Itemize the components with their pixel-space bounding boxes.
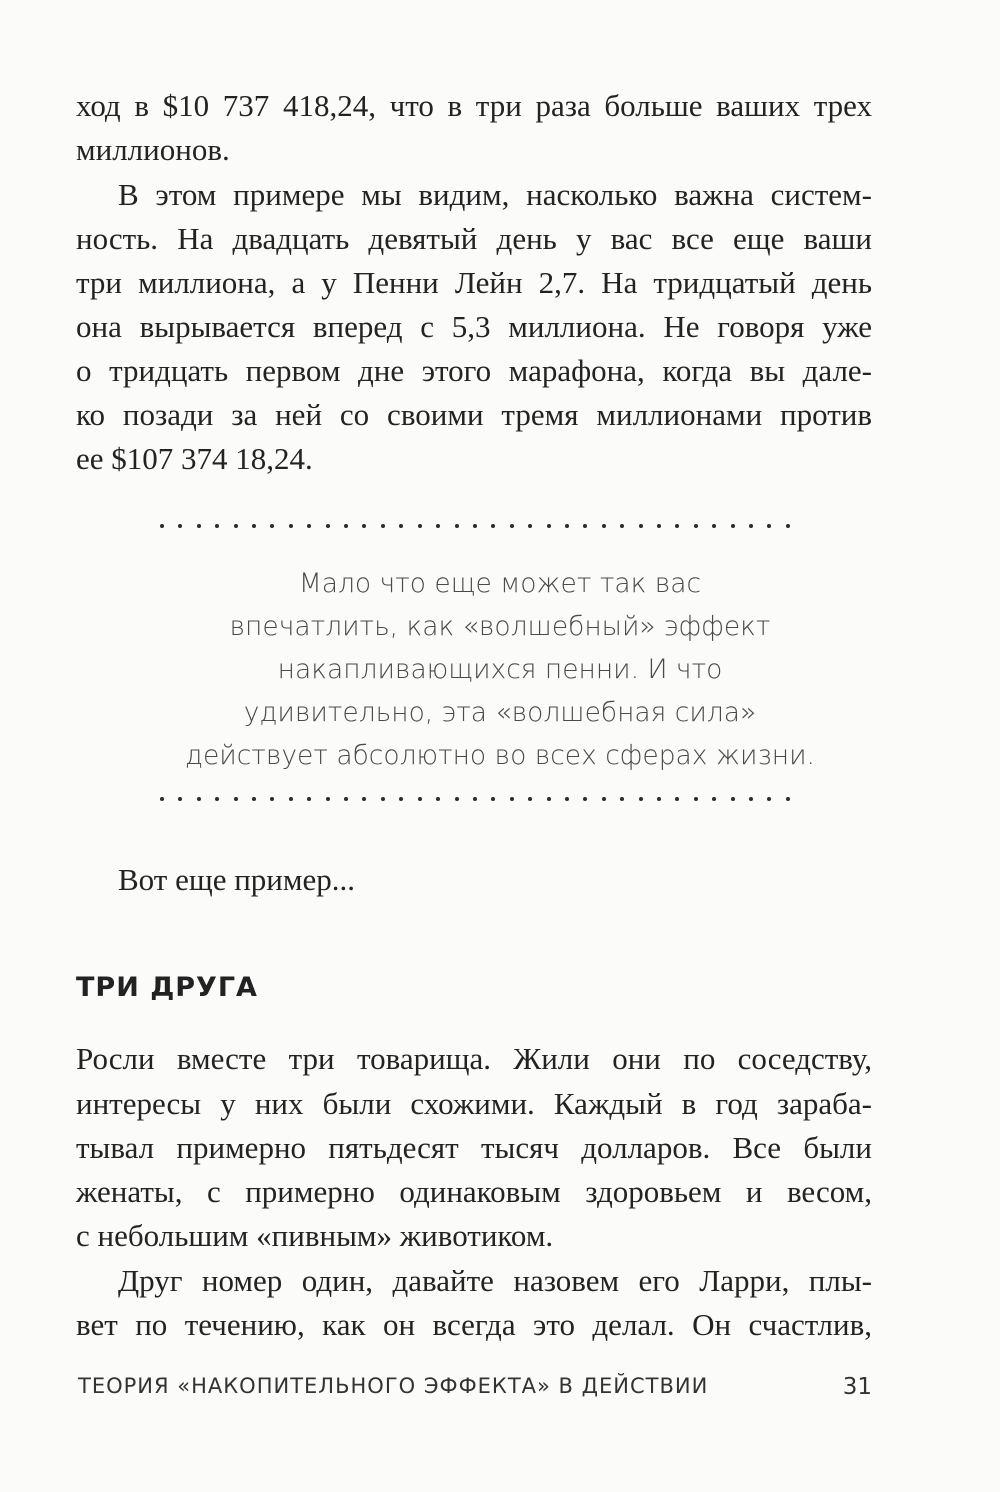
callout-line: действует абсолютно во всех сферах жизни. [185, 740, 815, 771]
body-line: В этом примере мы видим, насколько важна систем- [118, 177, 872, 212]
body-line: интересы у них были схожими. Каждый в год зараба- [76, 1086, 872, 1121]
body-line: женаты, с примерно одинаковым здоровьем и весом, [76, 1174, 872, 1209]
callout-line: Мало что еще может так вас [298, 568, 702, 599]
body-line: ность. На двадцать девятый день у вас все еще ваши [76, 221, 872, 256]
body-line: Друг номер один, давайте назовем его Ларри, плы- [118, 1263, 872, 1298]
body-line: ее $107 374 18,24. [76, 441, 313, 476]
body-line: Вот еще пример... [118, 862, 356, 897]
page-number: 31 [842, 1374, 872, 1400]
dotted-divider [160, 794, 790, 804]
body-line: тывал примерно пятьдесят тысяч долларов. Все были [76, 1130, 872, 1165]
dotted-divider [160, 521, 790, 531]
body-line: три миллиона, а у Пенни Лейн 2,7. На тридцатый день [76, 265, 872, 300]
callout-line: накапливающихся пенни. И что [277, 654, 723, 685]
body-line: миллионов. [76, 132, 230, 167]
body-line: вет по течению, как он всегда это делал. Он счастлив, [76, 1307, 872, 1342]
body-line: Росли вместе три товарища. Жили они по соседству, [76, 1041, 872, 1076]
body-line: о тридцать первом дне этого марафона, когда вы дале- [76, 353, 872, 388]
callout-line: удивительно, эта «волшебная сила» [243, 697, 757, 728]
section-heading: ТРИ ДРУГА [76, 972, 258, 1003]
body-line: ход в $10 737 418,24, что в три раза больше ваших трех [76, 88, 872, 123]
body-line: с небольшим «пивным» животиком. [76, 1218, 554, 1253]
body-line: ко позади за ней со своими тремя миллионами против [76, 397, 872, 432]
running-footer-title: ТЕОРИЯ «НАКОПИТЕЛЬНОГО ЭФФЕКТА» В ДЕЙСТВИИ [78, 1374, 709, 1398]
callout-line: впечатлить, как «волшебный» эффект [229, 611, 771, 642]
body-line: она вырывается вперед с 5,3 миллиона. Не говоря уже [76, 309, 872, 344]
callout-quote [120, 562, 880, 777]
